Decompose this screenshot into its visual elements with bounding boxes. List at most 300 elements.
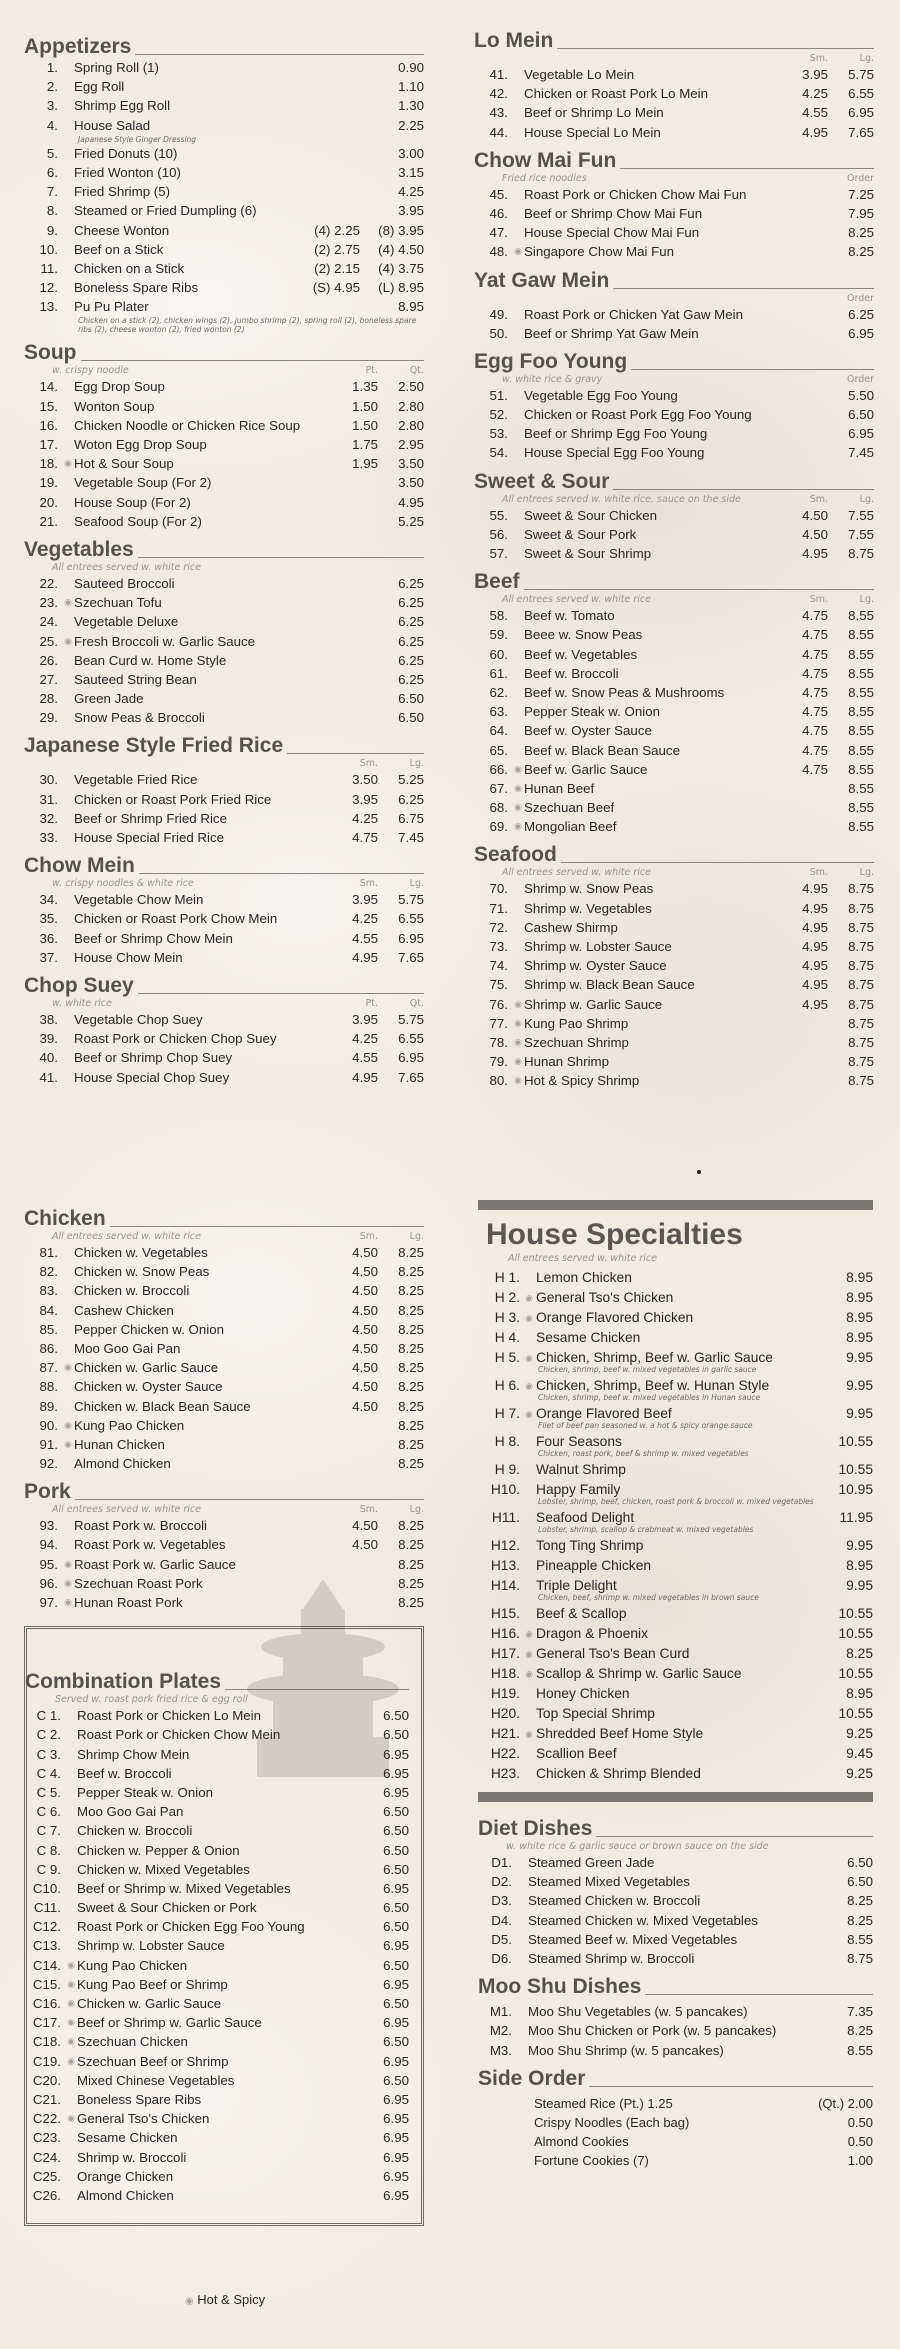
item-name: Hunan Beef	[524, 780, 595, 796]
menu-item[interactable]	[474, 664, 874, 683]
item-name: Beef & Scallop	[536, 1606, 627, 1621]
section-note	[24, 757, 332, 770]
price-large: 5.50	[848, 387, 874, 403]
menu-item[interactable]	[27, 2013, 409, 2032]
menu-item[interactable]	[27, 1898, 409, 1917]
item-name: Steamed or Fried Dumpling (6)	[74, 203, 257, 219]
item-number: 35.	[39, 911, 58, 927]
menu-item[interactable]	[474, 1014, 874, 1033]
menu-item[interactable]	[478, 1853, 873, 1872]
section-note: w. white rice	[52, 997, 112, 1009]
section-soup	[24, 342, 424, 531]
menu-item[interactable]	[24, 182, 424, 201]
menu-item[interactable]	[478, 2021, 873, 2040]
item-number: 26.	[39, 652, 58, 668]
item-number: 1.	[46, 60, 58, 75]
menu-item[interactable]	[27, 2128, 409, 2147]
price-large: 8.25	[847, 1893, 873, 1909]
spacer	[516, 2041, 528, 2060]
menu-item[interactable]	[24, 77, 424, 96]
item-name: General Tso's Chicken	[536, 1290, 674, 1305]
menu-item[interactable]	[474, 741, 874, 760]
section-note: All entrees served w. white rice	[502, 594, 652, 606]
menu-item[interactable]	[27, 2148, 409, 2167]
menu-item[interactable]	[474, 918, 874, 937]
item-number: 92.	[39, 1456, 58, 1472]
menu-item[interactable]	[24, 612, 424, 631]
heading-rule	[138, 993, 424, 994]
price-large: 8.55	[848, 665, 874, 681]
item-number: 6.	[46, 164, 58, 180]
section-note	[474, 52, 782, 65]
menu-item[interactable]	[474, 103, 874, 122]
price-large: (8) 3.95	[378, 222, 424, 238]
section-heading	[24, 1481, 424, 1503]
menu-item[interactable]	[24, 929, 424, 948]
item-description: Lobster, shrimp, scallop & crabmeat w. mixed vegetables	[538, 1525, 754, 1534]
menu-item[interactable]	[474, 386, 874, 405]
item-number: 86.	[39, 1340, 58, 1356]
menu-item[interactable]	[478, 1764, 873, 1784]
menu-item[interactable]	[24, 1516, 424, 1535]
menu-item[interactable]	[27, 1956, 409, 1975]
spacer	[522, 1576, 536, 1596]
spacer	[62, 790, 74, 809]
menu-item[interactable]	[24, 1435, 424, 1454]
item-name: Fortune Cookies (7)	[534, 2152, 649, 2168]
menu-item[interactable]	[474, 204, 874, 223]
hot-spicy-icon: ◉	[514, 1075, 522, 1086]
section-egg-foo-young	[474, 351, 874, 463]
item-name: Kung Pao Shrimp	[524, 1015, 629, 1031]
menu-item[interactable]	[27, 2032, 409, 2051]
menu-item[interactable]	[474, 1033, 874, 1052]
section-heading	[474, 351, 874, 373]
item-name: Sesame Chicken	[536, 1330, 641, 1345]
menu-item[interactable]	[24, 163, 424, 182]
menu-item[interactable]	[27, 1975, 409, 1994]
menu-item[interactable]	[24, 144, 424, 163]
menu-item[interactable]	[24, 377, 424, 396]
menu-item[interactable]	[478, 1664, 873, 1684]
menu-item[interactable]	[474, 817, 874, 836]
menu-item[interactable]	[478, 1684, 873, 1704]
side-item[interactable]	[478, 2132, 873, 2151]
spacer	[62, 377, 74, 396]
menu-item[interactable]	[24, 670, 424, 689]
menu-item[interactable]	[27, 1936, 409, 1955]
spacer	[522, 1684, 536, 1704]
menu-item[interactable]	[478, 2002, 873, 2021]
menu-item[interactable]	[24, 278, 424, 297]
menu-item[interactable]	[24, 435, 424, 454]
item-name: Roast Pork or Chicken Chop Suey	[74, 1031, 277, 1047]
spacer	[516, 1930, 528, 1949]
menu-item[interactable]	[27, 2052, 409, 2071]
menu-item[interactable]	[24, 790, 424, 809]
menu-item[interactable]	[24, 1339, 424, 1358]
item-number: 2.	[46, 79, 58, 95]
item-name: Triple Delight	[536, 1578, 617, 1593]
price-large: 6.25	[398, 575, 424, 591]
menu-item[interactable]	[24, 96, 424, 115]
hot-spicy-icon: ◉	[514, 821, 522, 832]
section-heading: Side Order	[478, 2068, 873, 2090]
section-title: Chow Mein	[24, 854, 135, 878]
price-small: 4.95	[802, 919, 828, 935]
menu-item[interactable]	[478, 1288, 873, 1308]
price-large: 6.50	[383, 1727, 409, 1743]
section-chow-mai-fun	[474, 150, 874, 262]
price-large: 6.50	[383, 1708, 409, 1724]
price-small: 4.75	[802, 761, 828, 777]
spacer	[512, 506, 524, 525]
item-description: Japanese Style Ginger Dressing	[78, 134, 197, 144]
item-name: Roast Pork or Chicken Chow Mein	[77, 1727, 281, 1743]
price-large: 7.45	[848, 445, 874, 461]
spacer	[62, 1320, 74, 1339]
menu-item[interactable]	[24, 512, 424, 531]
item-name: Happy Family	[536, 1482, 621, 1497]
menu-item[interactable]	[27, 1879, 409, 1898]
item-name: Chicken, Shrimp, Beef w. Garlic Sauce	[536, 1350, 773, 1365]
menu-item[interactable]	[24, 1068, 424, 1087]
menu-item[interactable]	[24, 651, 424, 670]
menu-item[interactable]	[24, 1320, 424, 1339]
menu-item[interactable]	[27, 1821, 409, 1840]
item-number: 4.	[46, 117, 58, 133]
section-title: Japanese Style Fried Rice	[24, 734, 284, 758]
menu-item[interactable]	[24, 770, 424, 789]
appetizers-list	[24, 58, 424, 334]
menu-item[interactable]	[24, 454, 424, 473]
item-name: Vegetable Lo Mein	[524, 67, 635, 82]
menu-item[interactable]	[474, 760, 874, 779]
menu-item[interactable]	[27, 2186, 409, 2205]
menu-item[interactable]	[474, 879, 874, 898]
price-large: 6.25	[398, 595, 424, 611]
menu-item[interactable]	[474, 779, 874, 798]
menu-item[interactable]	[27, 2167, 409, 2186]
item-name: Hunan Shrimp	[524, 1054, 609, 1070]
menu-item[interactable]	[474, 223, 874, 242]
menu-item[interactable]	[478, 1604, 873, 1624]
hot-spicy-icon: ◉	[67, 2017, 75, 2028]
menu-item[interactable]	[474, 1052, 874, 1071]
price-small: 3.95	[352, 791, 378, 807]
menu-item[interactable]	[27, 1917, 409, 1936]
menu-item[interactable]	[24, 1358, 424, 1377]
price: 8.95	[846, 1330, 873, 1345]
price-large: 7.35	[847, 2004, 873, 2020]
menu-item[interactable]	[474, 995, 874, 1014]
menu-item[interactable]	[24, 397, 424, 416]
price: 9.95	[846, 1378, 873, 1393]
section-note: All entrees served w. white rice	[52, 561, 202, 573]
menu-item[interactable]	[474, 242, 874, 261]
menu-item[interactable]	[24, 708, 424, 727]
item-name: Almond Chicken	[77, 2187, 174, 2203]
menu-item[interactable]	[24, 1029, 424, 1048]
item-name: Dragon & Phoenix	[536, 1626, 648, 1641]
item-name: Hunan Roast Pork	[74, 1595, 183, 1610]
spacer	[516, 1872, 528, 1891]
section-title: Combination Plates	[25, 1670, 222, 1694]
menu-item[interactable]	[478, 2041, 873, 2060]
menu-item[interactable]	[24, 416, 424, 435]
menu-item[interactable]	[478, 1930, 873, 1949]
heading-rule	[138, 557, 424, 558]
menu-item[interactable]	[24, 493, 424, 512]
price-large: 8.55	[848, 627, 874, 643]
side-item[interactable]	[478, 2113, 873, 2132]
menu-item[interactable]	[478, 1724, 873, 1744]
item-number: 80.	[489, 1073, 508, 1089]
item-number: C 3.	[36, 1746, 61, 1762]
menu-item[interactable]	[474, 84, 874, 103]
spacer	[62, 670, 74, 689]
menu-item[interactable]	[474, 1071, 874, 1090]
item-number: C10.	[32, 1880, 61, 1896]
spacer	[512, 443, 524, 462]
price-large: 3.50	[398, 475, 424, 491]
spacer	[62, 689, 74, 708]
menu-item[interactable]	[474, 721, 874, 740]
menu-item[interactable]	[24, 632, 424, 651]
menu-item[interactable]	[24, 1416, 424, 1435]
item-number: 48.	[489, 244, 508, 260]
price-small: 4.50	[352, 1340, 378, 1356]
price-large: 8.75	[848, 1073, 874, 1089]
item-number: 69.	[489, 819, 508, 835]
menu-item[interactable]	[474, 975, 874, 994]
menu-item[interactable]	[24, 809, 424, 828]
left-column-bottom	[24, 1208, 424, 2226]
menu-item[interactable]	[474, 424, 874, 443]
item-name: Beef or Shrimp Lo Mein	[524, 105, 664, 121]
spacer	[512, 204, 524, 223]
menu-item[interactable]	[474, 645, 874, 664]
menu-item[interactable]	[27, 1994, 409, 2013]
column-header-large: Lg.	[859, 493, 874, 505]
menu-item[interactable]	[27, 1841, 409, 1860]
price: 9.45	[846, 1746, 873, 1761]
spacer	[512, 123, 524, 142]
hot-spicy-icon: ◉	[184, 2296, 194, 2307]
house-bottom-bar	[478, 1792, 873, 1802]
menu-item[interactable]	[24, 259, 424, 278]
price: 8.95	[846, 1270, 873, 1285]
menu-item[interactable]	[24, 828, 424, 847]
item-number: C22.	[32, 2111, 61, 2127]
spacer	[62, 574, 74, 593]
column-header-small: Sm.	[809, 493, 828, 505]
menu-item[interactable]	[24, 201, 424, 220]
item-description: Chicken, shrimp, beef w. mixed vegetables in Hunan sauce	[538, 1393, 761, 1402]
menu-item[interactable]	[27, 1802, 409, 1821]
menu-item[interactable]	[474, 544, 874, 563]
menu-item[interactable]	[474, 899, 874, 918]
price-small: 4.75	[802, 704, 828, 720]
price-large: 3.50	[398, 456, 424, 472]
price-large: 7.65	[848, 124, 874, 140]
menu-item[interactable]	[474, 443, 874, 462]
item-name: Steamed Mixed Vegetables	[528, 1874, 690, 1890]
menu-item[interactable]	[478, 1949, 873, 1968]
menu-item[interactable]	[24, 890, 424, 909]
item-name: Steamed Chicken w. Mixed Vegetables	[528, 1912, 758, 1928]
menu-item[interactable]	[474, 324, 874, 343]
menu-item[interactable]	[27, 2109, 409, 2128]
menu-item[interactable]	[24, 1010, 424, 1029]
item-number: 85.	[39, 1321, 58, 1337]
item-name: Fried Wonton (10)	[74, 164, 181, 180]
section-title: Diet Dishes	[478, 1817, 593, 1840]
menu-item[interactable]	[27, 2090, 409, 2109]
menu-item[interactable]	[478, 1891, 873, 1910]
menu-item[interactable]	[478, 1624, 873, 1644]
menu-item[interactable]	[474, 123, 874, 142]
menu-item[interactable]	[474, 506, 874, 525]
column-header-large: Lg.	[859, 867, 874, 879]
menu-item[interactable]	[24, 574, 424, 593]
spacer	[65, 2167, 77, 2186]
price-large: 6.95	[383, 1938, 409, 1954]
menu-item[interactable]	[24, 1377, 424, 1396]
price-large: 6.95	[383, 2168, 409, 2184]
menu-item[interactable]	[24, 1454, 424, 1473]
item-number: 82.	[39, 1264, 58, 1280]
item-number: D4.	[491, 1912, 512, 1928]
menu-item[interactable]	[24, 1281, 424, 1300]
item-name: Chicken w. Pepper & Onion	[77, 1842, 240, 1858]
menu-item[interactable]	[24, 948, 424, 967]
menu-item[interactable]	[478, 1536, 873, 1556]
temple-watermark-icon	[243, 1569, 403, 1789]
item-name: Beef on a Stick	[74, 241, 164, 257]
item-number: 66.	[489, 761, 508, 777]
spacer	[522, 1432, 536, 1452]
menu-item[interactable]	[478, 1268, 873, 1288]
item-description: Chicken, beef, shrimp w. mixed vegetables in brown sauce	[538, 1593, 759, 1602]
menu-item[interactable]	[24, 1262, 424, 1281]
item-name: Chicken on a Stick	[74, 260, 185, 276]
menu-item[interactable]	[27, 1860, 409, 1879]
menu-item[interactable]	[24, 116, 424, 135]
side-item[interactable]	[478, 2151, 873, 2170]
menu-item[interactable]	[474, 606, 874, 625]
price-large: 6.95	[383, 2111, 409, 2127]
menu-item[interactable]	[474, 798, 874, 817]
item-number: C 6.	[36, 1804, 61, 1820]
menu-item[interactable]	[474, 405, 874, 424]
menu-item[interactable]	[27, 2071, 409, 2090]
menu-item[interactable]	[474, 65, 874, 84]
menu-item[interactable]	[24, 58, 424, 77]
item-number: D1.	[491, 1855, 512, 1870]
menu-item[interactable]	[478, 1460, 873, 1480]
spacer	[62, 201, 74, 220]
item-number: 20.	[39, 494, 58, 510]
menu-item[interactable]	[474, 937, 874, 956]
price-large: 8.55	[848, 780, 874, 796]
menu-item[interactable]	[474, 702, 874, 721]
menu-item[interactable]	[24, 1243, 424, 1262]
menu-item[interactable]	[474, 305, 874, 324]
menu-item[interactable]	[24, 1301, 424, 1320]
menu-item[interactable]	[24, 221, 424, 240]
menu-item[interactable]	[24, 240, 424, 259]
item-name: Pepper Steak w. Onion	[77, 1784, 214, 1800]
hot-spicy-icon: ◉	[525, 1629, 533, 1639]
item-name: Chicken or Roast Pork Lo Mein	[524, 86, 709, 102]
price-large: 6.95	[398, 930, 424, 946]
item-number: M3.	[489, 2042, 512, 2058]
item-name: House Special Egg Foo Young	[524, 445, 705, 461]
item-name: Roast Pork w. Broccoli	[74, 1518, 208, 1534]
price-large: 8.55	[847, 2042, 873, 2058]
item-name: Shrimp w. Broccoli	[77, 2149, 187, 2165]
menu-item[interactable]	[474, 683, 874, 702]
menu-item[interactable]	[24, 909, 424, 928]
item-number: H 1.	[494, 1270, 520, 1285]
menu-item[interactable]	[478, 1328, 873, 1348]
menu-item[interactable]	[474, 525, 874, 544]
item-number: 36.	[39, 930, 58, 946]
item-name: Hot & Spicy Shrimp	[524, 1073, 640, 1089]
menu-item[interactable]	[24, 1535, 424, 1554]
menu-item[interactable]	[24, 473, 424, 492]
menu-item[interactable]	[478, 1704, 873, 1724]
price-small	[332, 1416, 378, 1435]
spacer	[62, 1377, 74, 1396]
menu-item[interactable]	[474, 625, 874, 644]
menu-item[interactable]	[24, 1048, 424, 1067]
price-large: 8.25	[847, 1912, 873, 1928]
item-number: 72.	[489, 919, 508, 935]
price-small	[332, 1454, 378, 1473]
item-number: 24.	[39, 614, 58, 630]
menu-item[interactable]	[478, 1556, 873, 1576]
item-number: H15.	[490, 1606, 520, 1621]
menu-item[interactable]	[478, 1644, 873, 1664]
side-item[interactable]	[478, 2094, 873, 2113]
column-header-small: Sm.	[359, 878, 378, 890]
menu-item[interactable]	[478, 1308, 873, 1328]
price: 9.25	[846, 1766, 873, 1781]
item-name: Szechuan Beef	[524, 800, 615, 816]
price-small: 4.50	[352, 1379, 378, 1395]
price-large: 6.95	[383, 1784, 409, 1800]
item-number: 39.	[39, 1031, 58, 1047]
item-name: Chicken w. Broccoli	[74, 1283, 190, 1299]
item-number: 79.	[489, 1054, 508, 1070]
spacer	[522, 1744, 536, 1764]
menu-item[interactable]	[478, 1872, 873, 1891]
menu-item[interactable]	[478, 1911, 873, 1930]
hot-spicy-icon: ◉	[67, 1978, 75, 1989]
menu-item[interactable]	[24, 1397, 424, 1416]
menu-item[interactable]	[24, 593, 424, 612]
menu-item[interactable]	[474, 956, 874, 975]
spacer	[65, 1821, 77, 1840]
menu-item[interactable]	[474, 185, 874, 204]
menu-item[interactable]	[24, 689, 424, 708]
spacer	[65, 1745, 77, 1764]
menu-item[interactable]	[478, 1744, 873, 1764]
item-name: Chicken w. Oyster Sauce	[74, 1379, 223, 1395]
menu-item[interactable]	[24, 297, 424, 316]
